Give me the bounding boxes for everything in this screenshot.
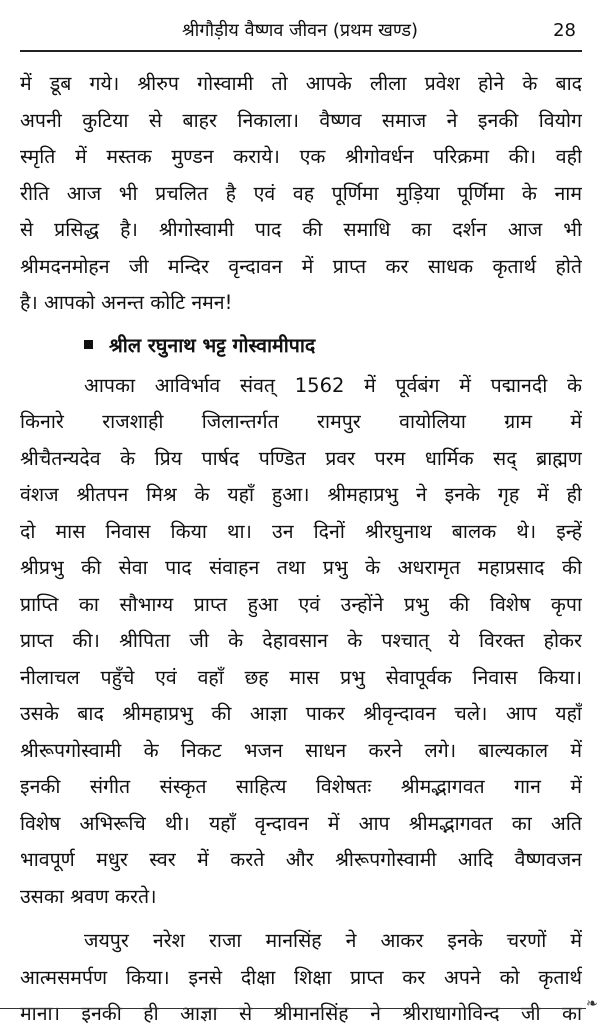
text-line: आत्मसमर्पण किया। इनसे दीक्षा शिक्षा प्राप्त कर अपने को कृतार्थ bbox=[20, 965, 582, 989]
page-body bbox=[20, 66, 582, 1033]
text-line: श्रीप्रभु की सेवा पाद संवाहन तथा प्रभु के अधरामृत महाप्रसाद की bbox=[20, 556, 582, 579]
text-line: उसके बाद श्रीमहाप्रभु की आज्ञा पाकर श्रीवृन्दावन चले। आप यहाँ bbox=[20, 702, 582, 725]
text-line: रीति आज भी प्रचलित है एवं वह पूर्णिमा मुड़िया पूर्णिमा के नाम bbox=[20, 181, 582, 205]
running-title: श्रीगौड़ीय वैष्णव जीवन (प्रथम खण्ड) bbox=[181, 20, 419, 41]
text-line: अपनी कुटिया से बाहर निकाला। वैष्णव समाज ने इनकी वियोग bbox=[20, 108, 582, 132]
text-line: श्रीचैतन्यदेव के प्रिय पार्षद पण्डित प्रवर परम धार्मिक सद् ब्राह्मण bbox=[20, 446, 582, 470]
paragraph-3 bbox=[20, 923, 582, 1033]
paragraph-gap bbox=[20, 915, 582, 923]
text-line: श्रीमदनमोहन जी मन्दिर वृन्दावन में प्राप्त कर साधक कृतार्थ होते bbox=[20, 254, 582, 278]
text-line: विशेष अभिरूचि थी। यहाँ वृन्दावन में आप श्रीमद्भागवत का अति bbox=[20, 811, 582, 835]
page-number: 28 bbox=[553, 20, 576, 41]
text-line: दो मास निवास किया था। उन दिनों श्रीरघुनाथ बालक थे। इन्हें bbox=[20, 519, 582, 543]
section-heading bbox=[20, 328, 582, 364]
square-bullet-icon bbox=[84, 340, 93, 349]
text-line: उसका श्रवण करते। bbox=[20, 884, 157, 908]
text-line: है। आपको अनन्त कोटि नमन! bbox=[20, 291, 233, 314]
text-line: किनारे राजशाही जिलान्तर्गत रामपुर वायोलिया ग्राम में bbox=[20, 410, 582, 433]
header-rule bbox=[20, 50, 582, 52]
text-line: श्रीरूपगोस्वामी के निकट भजन साधन करने लगे। बाल्यकाल में bbox=[20, 738, 582, 762]
text-line: में डूब गये। श्रीरुप गोस्वामी तो आपके लीला प्रवेश होने के बाद bbox=[20, 72, 582, 95]
ornament-icon: ❧ bbox=[586, 996, 598, 1012]
text-line: नीलाचल पहुँचे एवं वहाँ छह मास प्रभु सेवापूर्वक निवास किया। bbox=[20, 665, 582, 689]
footer-rule bbox=[0, 1008, 586, 1009]
text-line: वंशज श्रीतपन मिश्र के यहाँ हुआ। श्रीमहाप्रभु ने इनके गृह में ही bbox=[20, 483, 582, 506]
text-line: भावपूर्ण मधुर स्वर में करते और श्रीरूपगोस्वामी आदि वैष्णवजन bbox=[20, 848, 582, 871]
text-line: इनकी संगीत संस्कृत साहित्य विशेषतः श्रीमद्भागवत गान में bbox=[20, 775, 582, 798]
text-line: प्राप्ति का सौभाग्य प्राप्त हुआ एवं उन्होंने प्रभु की विशेष कृपा bbox=[20, 592, 582, 616]
paragraph-1 bbox=[20, 66, 582, 322]
text-line: प्राप्त की। श्रीपिता जी के देहावसान के पश्चात् ये विरक्त होकर bbox=[20, 629, 582, 652]
section-heading-text: श्रील रघुनाथ भट्ट गोस्वामीपाद bbox=[109, 333, 316, 357]
text-line: जयपुर नरेश राजा मानसिंह ने आकर इनके चरणों में bbox=[84, 929, 582, 952]
text-line: स्मृति में मस्तक मुण्डन कराये। एक श्रीगोवर्धन परिक्रमा की। वही bbox=[20, 145, 582, 168]
running-header bbox=[0, 16, 600, 46]
text-line: से प्रसिद्ध है। श्रीगोस्वामी पाद की समाधि का दर्शन आज भी bbox=[20, 218, 582, 241]
text-line: माना। इनकी ही आज्ञा से श्रीमानसिंह ने श्रीराधागोविन्द जी का bbox=[20, 1002, 582, 1025]
paragraph-2 bbox=[20, 368, 582, 916]
text-line: आपका आविर्भाव संवत् 1562 में पूर्वबंग में पद्मानदी के bbox=[84, 373, 582, 397]
